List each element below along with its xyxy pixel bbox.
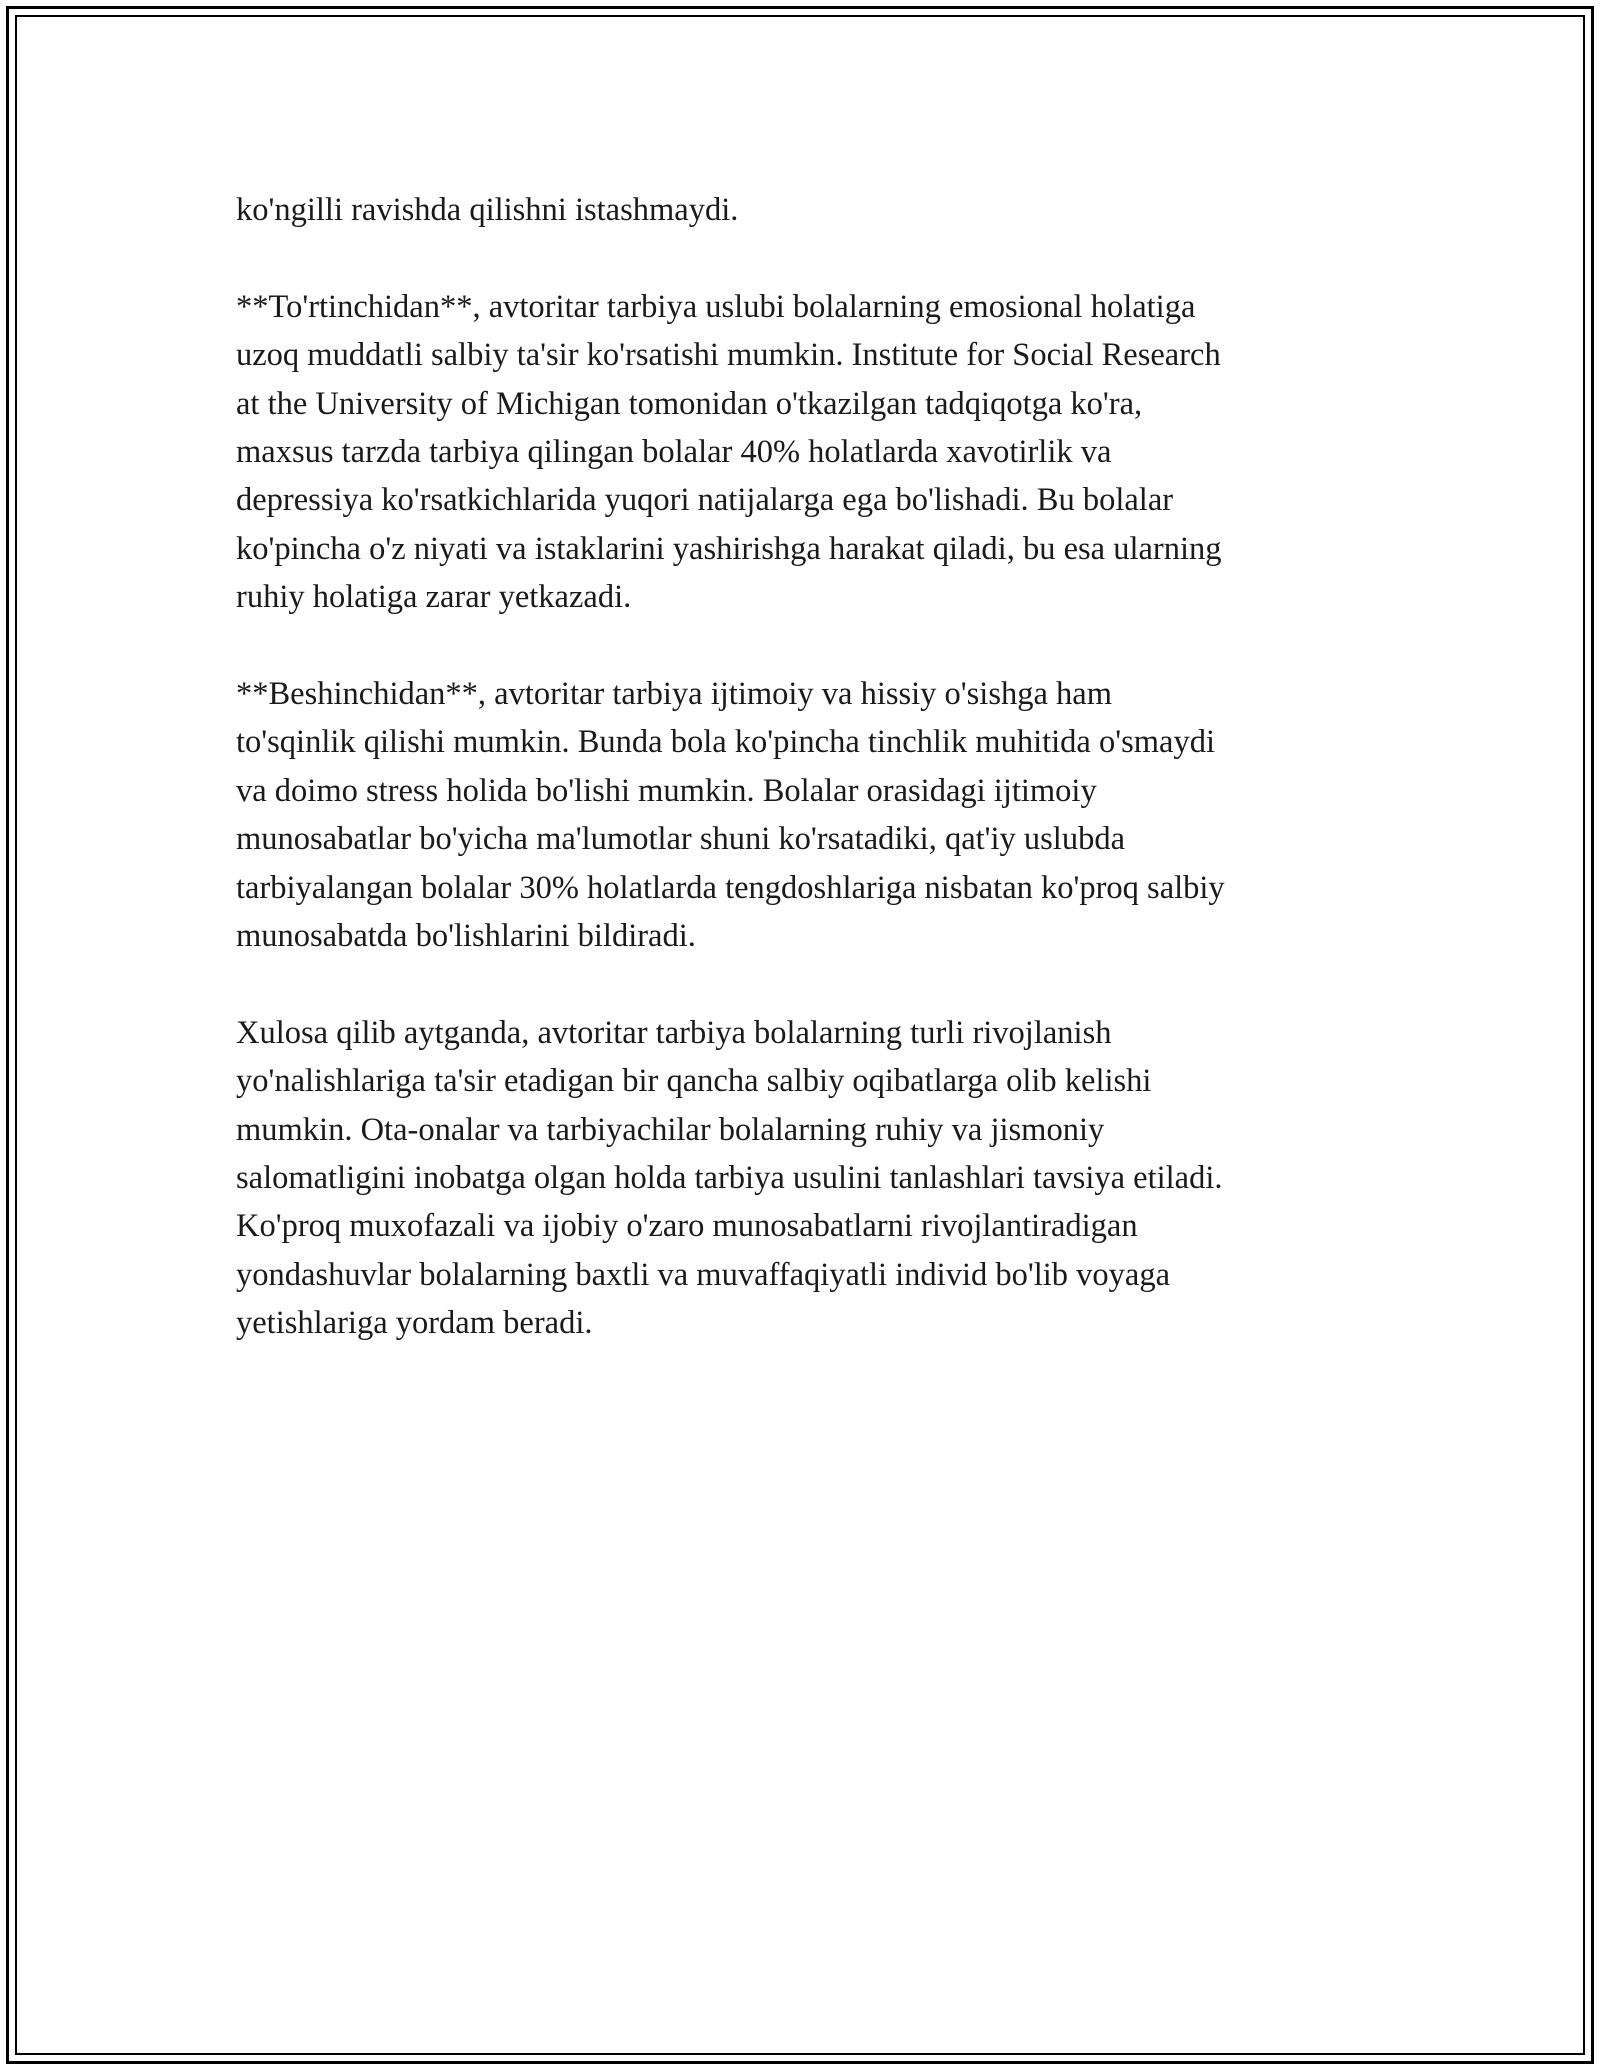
paragraph-conclusion: Xulosa qilib aytganda, avtoritar tarbiya bolalarning turli rivojlanish yo'nalishlariga ta'sir etadigan bir qancha salbiy oqibatlarga olib kelishi mumkin. Ota-onalar va tarbiyachilar bolalarning ruhiy va jismoniy salomatligini inobatga olgan holda tarbiya usulini tanlashlari tavsiya etiladi. Ko'proq muxofazali va ijobiy o'zaro munosabatlarni rivojlantiradigan yondashuvlar bolalarning baxtli va muvaffaqiyatli individ bo'lib voyaga yetishlariga yordam beradi. [236, 1014, 1223, 1342]
paragraph-fourth-point: **To'rtinchidan**, avtoritar tarbiya uslubi bolalarning emosional holatiga uzoq muddatli salbiy ta'sir ko'rsatishi mumkin. Institute for Social Research at the University of Michigan tomonidan o'tkazilgan tadqiqotga ko'ra, maxsus tarzda tarbiya qilingan bolalar 40% holatlarda xavotirlik va depressiya ko'rsatkichlarida yuqori natijalarga ega bo'lishadi. Bu bolalar ko'pincha o'z niyati va istaklarini yashirishga harakat qiladi, bu esa ularning ruhiy holatiga zarar yetkazadi. [236, 288, 1222, 616]
paragraph-fifth-point: **Beshinchidan**, avtoritar tarbiya ijtimoiy va hissiy o'sishga ham to'sqinlik qilishi mumkin. Bunda bola ko'pincha tinchlik muhitida o'smaydi va doimo stress holida bo'lishi mumkin. Bolalar orasidagi ijtimoiy munosabatlar bo'yicha ma'lumotlar shuni ko'rsatadiki, qat'iy uslubda tarbiyalangan bolalar 30% holatlarda tengdoshlariga nisbatan ko'proq salbiy munosabatda bo'lishlarini bildiradi. [236, 676, 1225, 955]
document-body [236, 186, 1366, 1396]
paragraph-continuation: ko'ngilli ravishda qilishni istashmaydi. [236, 192, 739, 228]
